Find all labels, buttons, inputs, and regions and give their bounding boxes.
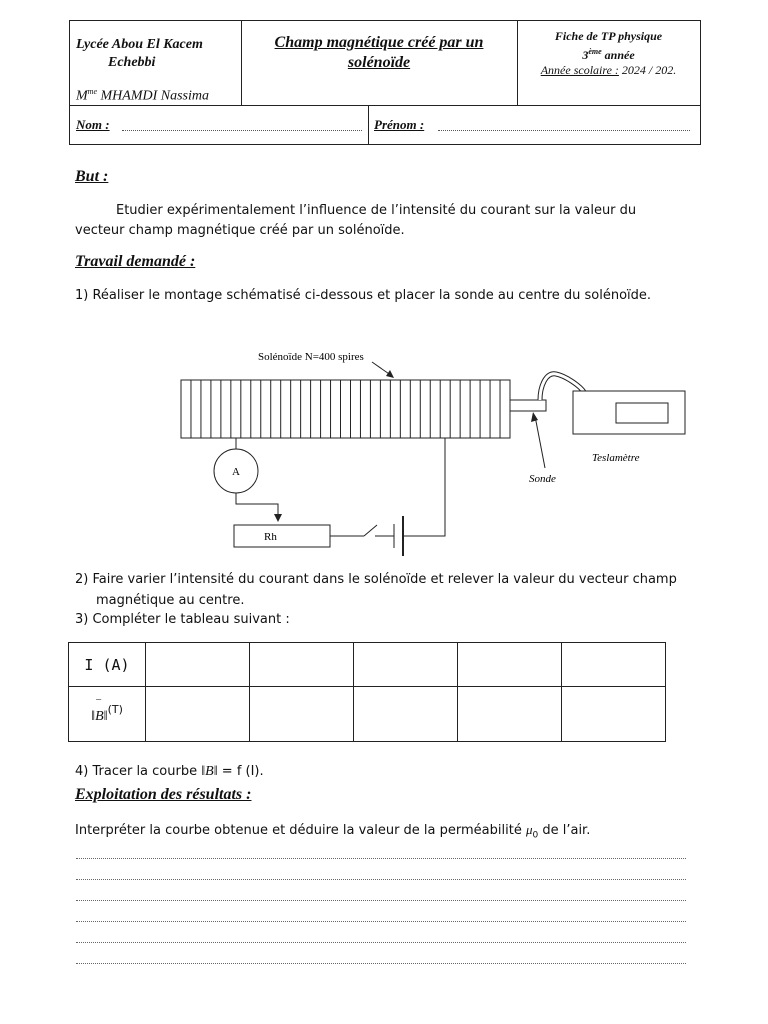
- answer-line-2[interactable]: [76, 879, 686, 880]
- teacher-name: [76, 87, 209, 106]
- switch: [364, 525, 377, 536]
- title-line-2: solénoïde: [347, 54, 411, 71]
- step-4-prefix: 4) Tracer la courbe: [75, 764, 202, 779]
- step-1: 1) Réaliser le montage schématisé ci-dessous et placer la sonde au centre du solénoïde.: [75, 288, 652, 303]
- nom-label: Nom :: [76, 117, 110, 132]
- answer-line-6[interactable]: [76, 963, 686, 964]
- teslameter-display: [616, 403, 668, 423]
- travail-heading: Travail demandé :: [75, 253, 196, 270]
- table-cell[interactable]: [250, 687, 354, 742]
- exploitation-text-before: Interpréter la courbe obtenue et déduire la valeur de la perméabilité: [75, 823, 526, 838]
- answer-line-3[interactable]: [76, 900, 686, 901]
- fiche-year-label: Année scolaire :: [540, 63, 619, 77]
- nom-field[interactable]: [122, 130, 362, 131]
- probe-label: Sonde: [529, 473, 556, 485]
- table-cell[interactable]: [250, 643, 354, 687]
- but-heading: But :: [75, 168, 109, 185]
- exploitation-text: [75, 820, 590, 846]
- prenom-cell[interactable]: [368, 105, 700, 145]
- norm-b-inline-letter: B: [205, 764, 214, 779]
- answer-line-1[interactable]: [76, 858, 686, 859]
- teacher-surname: MHAMDI Nassima: [97, 88, 209, 104]
- wire-to-rheostat: [236, 493, 278, 518]
- table-cell[interactable]: [146, 643, 250, 687]
- row-label-field-unit: (T): [107, 703, 123, 717]
- table-cell[interactable]: [354, 643, 458, 687]
- fiche-level-sup: ème: [588, 47, 602, 56]
- header-box: [69, 20, 701, 145]
- teacher-prefix: M: [76, 88, 88, 104]
- table-cell[interactable]: [562, 687, 666, 742]
- circuit-diagram: [0, 340, 768, 560]
- table-cell[interactable]: [562, 643, 666, 687]
- row-label-current: I (A): [69, 643, 146, 687]
- solenoid-label: Solénoïde N=400 spires: [258, 351, 364, 363]
- step-4-suffix: = f (I).: [217, 764, 264, 779]
- norm-b-inline: ‖B‖: [201, 764, 218, 779]
- exploitation-text-after: de l’air.: [538, 823, 591, 838]
- school-cell: [70, 21, 242, 105]
- probe: [510, 400, 546, 411]
- solenoid-arrow-head: [386, 370, 394, 378]
- rheostat-arrow: [274, 514, 282, 522]
- prenom-field[interactable]: [438, 130, 690, 131]
- school-line-1: Lycée Abou El Kacem: [76, 37, 203, 52]
- fiche-info: [517, 29, 700, 78]
- step-2-line-2: magnétique au centre.: [96, 593, 245, 608]
- table-cell[interactable]: [458, 643, 562, 687]
- teacher-sup: me: [87, 87, 97, 96]
- fiche-year-value: 2024 / 202.: [618, 63, 677, 77]
- ammeter-label: A: [232, 466, 240, 478]
- step-4: [75, 762, 264, 782]
- measurement-table: [68, 642, 666, 742]
- fiche-level: [582, 48, 634, 62]
- teslameter-label: Teslamètre: [592, 452, 640, 464]
- but-line-2: vecteur champ magnétique créé par un solénoïde.: [75, 223, 405, 238]
- fiche-level-num: 3: [582, 48, 589, 62]
- step-2-line-1: 2) Faire varier l’intensité du courant dans le solénoïde et relever la valeur du vecteur champ: [75, 572, 677, 587]
- but-line-1: Etudier expérimentalement l’influence de l’intensité du courant sur la valeur du: [116, 203, 637, 218]
- rheostat-label: Rh: [264, 531, 277, 543]
- prenom-label: Prénom :: [374, 117, 425, 132]
- norm-b-symbol: ‖ ¯ B‖: [91, 698, 108, 724]
- probe-pointer: [535, 416, 545, 468]
- rheostat: [234, 525, 330, 547]
- table-cell[interactable]: [458, 687, 562, 742]
- exploitation-heading: Exploitation des résultats :: [75, 786, 252, 803]
- title-line-1: Champ magnétique créé par un: [274, 34, 484, 51]
- school-name: [76, 36, 203, 72]
- document-title: [241, 33, 517, 73]
- step-3: 3) Compléter le tableau suivant :: [75, 612, 290, 627]
- answer-line-4[interactable]: [76, 921, 686, 922]
- header-top-row: [70, 21, 700, 106]
- answer-line-5[interactable]: [76, 942, 686, 943]
- fiche-line-1: Fiche de TP physique: [554, 29, 663, 43]
- wire-battery-solenoid: [403, 438, 445, 536]
- table-row-field: [69, 687, 666, 742]
- table-cell[interactable]: [146, 687, 250, 742]
- header-name-row: [70, 105, 700, 145]
- fiche-cell: [517, 21, 700, 105]
- probe-pointer-head: [531, 412, 538, 422]
- mu-subscript: 0: [532, 830, 539, 841]
- fiche-level-word: année: [601, 48, 635, 62]
- row-label-field-b: B: [95, 708, 104, 724]
- table-cell[interactable]: [354, 687, 458, 742]
- row-label-field: [69, 687, 146, 742]
- mu-symbol: μ: [525, 822, 533, 837]
- nom-cell[interactable]: [70, 105, 369, 145]
- table-row-current: [69, 643, 666, 687]
- title-cell: [241, 21, 518, 105]
- school-line-2: Echebbi: [108, 55, 156, 70]
